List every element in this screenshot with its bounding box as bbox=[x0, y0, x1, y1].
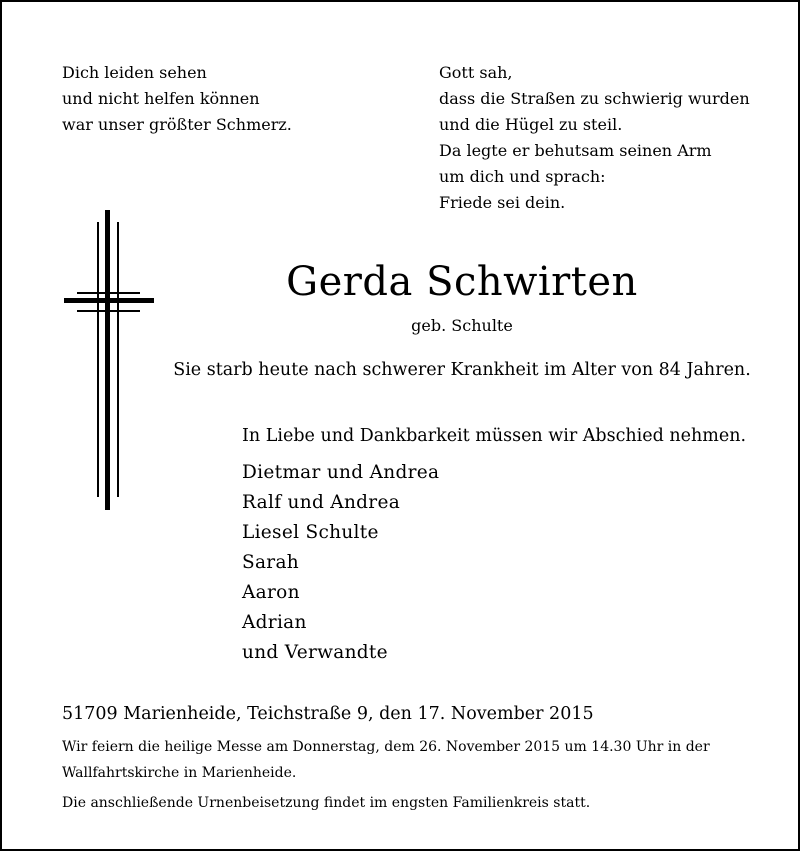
poem-line: Friede sei dein. bbox=[439, 193, 566, 212]
burial-notice bbox=[62, 790, 752, 816]
mourner-name: Aaron bbox=[242, 582, 300, 603]
poem-line: dass die Straßen zu schwierig wurden bbox=[439, 89, 750, 108]
mourner-name: Liesel Schulte bbox=[242, 522, 379, 543]
poem-line: Gott sah, bbox=[439, 63, 513, 82]
poem-line: und nicht helfen können bbox=[62, 89, 260, 108]
death-statement: Sie starb heute nach schwerer Krankheit im Alter von 84 Jahren. bbox=[173, 360, 751, 380]
poem-line: um dich und sprach: bbox=[439, 167, 606, 186]
notice-line: Wir feiern die heilige Messe am Donnerstag, dem 26. November 2015 um 14.30 Uhr in der bbox=[62, 739, 710, 755]
cross-icon bbox=[64, 210, 154, 510]
poem-line: und die Hügel zu steil. bbox=[439, 115, 623, 134]
place-date: 51709 Marienheide, Teichstraße 9, den 17. November 2015 bbox=[62, 704, 594, 724]
mourner-name: Sarah bbox=[242, 552, 299, 573]
notice-line: Die anschließende Urnenbeisetzung findet im engsten Familienkreis statt. bbox=[62, 795, 591, 811]
mourner-name: Dietmar und Andrea bbox=[242, 462, 440, 483]
birth-name: geb. Schulte bbox=[411, 316, 513, 335]
mourner-name: Adrian bbox=[242, 612, 307, 633]
mourners-list bbox=[242, 458, 439, 668]
poem-line: Da legte er behutsam seinen Arm bbox=[439, 141, 712, 160]
poem-line: Dich leiden sehen bbox=[62, 63, 207, 82]
farewell-line: In Liebe und Dankbarkeit müssen wir Abschied nehmen. bbox=[242, 426, 747, 446]
mourner-name: und Verwandte bbox=[242, 642, 388, 663]
poem-left bbox=[62, 60, 292, 138]
mourner-name: Ralf und Andrea bbox=[242, 492, 401, 513]
poem-line: war unser größter Schmerz. bbox=[62, 115, 292, 134]
poem-right bbox=[439, 60, 750, 216]
notice-line: Wallfahrtskirche in Marienheide. bbox=[62, 765, 297, 781]
deceased-name: Gerda Schwirten bbox=[286, 259, 638, 305]
mass-notice bbox=[62, 734, 752, 786]
